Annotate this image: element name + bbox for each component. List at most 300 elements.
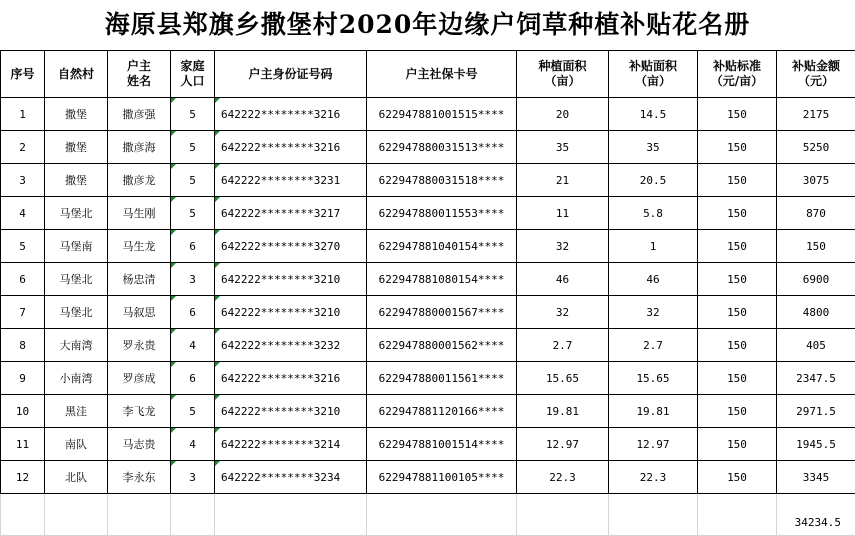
cell-subsidy-amount[interactable] — [777, 461, 855, 494]
comment-marker-icon — [215, 296, 220, 301]
total-row — [1, 494, 855, 536]
cell-subsidy-standard-text: 150 — [727, 339, 747, 352]
cell-family-size-text: 6 — [189, 372, 196, 385]
cell-householder-name-text: 李永东 — [123, 471, 156, 484]
comment-marker-icon — [215, 362, 220, 367]
cell-family-size[interactable] — [171, 362, 215, 395]
cell-subsidy-amount-text: 3075 — [803, 174, 830, 187]
cell-householder-name[interactable] — [108, 164, 171, 197]
cell-family-size[interactable] — [171, 230, 215, 263]
comment-marker-icon — [215, 131, 220, 136]
comment-marker-icon — [171, 131, 176, 136]
cell-subsidy-amount-text: 6900 — [803, 273, 830, 286]
cell-planting-area-text: 32 — [556, 240, 569, 253]
cell-subsidy-standard[interactable] — [698, 296, 777, 329]
cell-householder-name[interactable] — [108, 461, 171, 494]
cell-subsidy-standard-text: 150 — [727, 471, 747, 484]
cell-householder-name[interactable] — [108, 329, 171, 362]
table-row — [1, 428, 855, 461]
cell-village-text: 马堡北 — [60, 207, 93, 220]
cell-village-text: 撒堡 — [65, 108, 87, 121]
cell-subsidy-amount-text: 3345 — [803, 471, 830, 484]
cell-social-security-card[interactable] — [367, 98, 517, 131]
cell-seq[interactable] — [1, 131, 45, 164]
cell-subsidy-standard-text: 150 — [727, 240, 747, 253]
cell-subsidy-standard[interactable] — [698, 164, 777, 197]
cell-subsidy-area-text: 2.7 — [643, 339, 663, 352]
cell-social-security-card[interactable] — [367, 362, 517, 395]
header-subsidy-standard: 补贴标准 （元/亩） — [698, 51, 777, 98]
cell-subsidy-standard-text: 150 — [727, 141, 747, 154]
cell-village-text: 北队 — [65, 471, 87, 484]
cell-seq-text: 2 — [19, 141, 26, 154]
cell-subsidy-area[interactable] — [609, 230, 698, 263]
comment-marker-icon — [171, 263, 176, 268]
cell-subsidy-amount[interactable] — [777, 197, 855, 230]
cell-village-text: 撒堡 — [65, 174, 87, 187]
cell-family-size-text: 3 — [189, 273, 196, 286]
cell-planting-area[interactable] — [517, 296, 609, 329]
document-title: 海原县郑旗乡撒堡村2020年边缘户饲草种植补贴花名册 — [0, 0, 855, 50]
cell-planting-area[interactable] — [517, 263, 609, 296]
cell-id-number[interactable] — [215, 362, 367, 395]
cell-social-security-card-text: 622947880001562**** — [379, 339, 505, 352]
cell-seq[interactable] — [1, 395, 45, 428]
header-subsidy-amount: 补贴金额 （元） — [777, 51, 855, 98]
cell-householder-name[interactable] — [108, 428, 171, 461]
cell-subsidy-amount-text: 2347.5 — [796, 372, 836, 385]
cell-planting-area-text: 11 — [556, 207, 569, 220]
comment-marker-icon — [215, 164, 220, 169]
cell-village-text: 马堡南 — [60, 240, 93, 253]
cell-seq-text: 1 — [19, 108, 26, 121]
header-social-security-card: 户主社保卡号 — [367, 51, 517, 98]
cell-subsidy-amount[interactable] — [777, 230, 855, 263]
cell-subsidy-standard[interactable] — [698, 230, 777, 263]
cell-subsidy-amount[interactable] — [777, 296, 855, 329]
cell-village[interactable] — [45, 362, 108, 395]
cell-id-number[interactable] — [215, 98, 367, 131]
cell-subsidy-amount[interactable] — [777, 131, 855, 164]
cell-social-security-card-text: 622947881100105**** — [379, 471, 505, 484]
cell-seq-text: 11 — [16, 438, 29, 451]
cell-subsidy-amount-text: 405 — [806, 339, 826, 352]
cell-social-security-card[interactable] — [367, 296, 517, 329]
comment-marker-icon — [171, 296, 176, 301]
comment-marker-icon — [171, 230, 176, 235]
cell-village-text: 南队 — [65, 438, 87, 451]
comment-marker-icon — [215, 428, 220, 433]
cell-family-size-text: 5 — [189, 174, 196, 187]
cell-householder-name[interactable] — [108, 131, 171, 164]
total-empty-cell[interactable] — [45, 494, 108, 536]
cell-planting-area-text: 20 — [556, 108, 569, 121]
cell-subsidy-standard[interactable] — [698, 131, 777, 164]
cell-id-number[interactable] — [215, 296, 367, 329]
comment-marker-icon — [215, 263, 220, 268]
cell-social-security-card-text: 622947881040154**** — [379, 240, 505, 253]
cell-subsidy-standard-text: 150 — [727, 108, 747, 121]
total-amount[interactable]: 34234.5 — [777, 494, 855, 536]
cell-subsidy-area[interactable] — [609, 428, 698, 461]
cell-planting-area-text: 35 — [556, 141, 569, 154]
cell-family-size-text: 4 — [189, 438, 196, 451]
cell-subsidy-area-text: 12.97 — [636, 438, 669, 451]
cell-subsidy-amount-text: 2971.5 — [796, 405, 836, 418]
cell-subsidy-standard[interactable] — [698, 395, 777, 428]
cell-planting-area-text: 12.97 — [546, 438, 579, 451]
comment-marker-icon — [215, 230, 220, 235]
cell-planting-area-text: 2.7 — [553, 339, 573, 352]
cell-seq-text: 7 — [19, 306, 26, 319]
cell-social-security-card[interactable] — [367, 428, 517, 461]
comment-marker-icon — [215, 197, 220, 202]
cell-village[interactable] — [45, 329, 108, 362]
comment-marker-icon — [171, 98, 176, 103]
cell-family-size-text: 5 — [189, 405, 196, 418]
cell-id-number-text: 642222********3270 — [221, 240, 340, 253]
comment-marker-icon — [215, 395, 220, 400]
cell-id-number-text: 642222********3231 — [221, 174, 340, 187]
cell-householder-name-text: 马生龙 — [123, 240, 156, 253]
cell-subsidy-area[interactable] — [609, 395, 698, 428]
comment-marker-icon — [215, 461, 220, 466]
cell-planting-area[interactable] — [517, 98, 609, 131]
cell-seq[interactable] — [1, 296, 45, 329]
cell-seq[interactable] — [1, 164, 45, 197]
table-row — [1, 329, 855, 362]
cell-seq[interactable] — [1, 230, 45, 263]
cell-subsidy-amount[interactable] — [777, 164, 855, 197]
cell-id-number[interactable] — [215, 428, 367, 461]
cell-id-number[interactable] — [215, 263, 367, 296]
cell-subsidy-area-text: 35 — [646, 141, 659, 154]
cell-subsidy-standard-text: 150 — [727, 372, 747, 385]
cell-householder-name-text: 马志贵 — [123, 438, 156, 451]
cell-subsidy-area-text: 1 — [650, 240, 657, 253]
cell-householder-name-text: 马叙思 — [123, 306, 156, 319]
cell-social-security-card[interactable] — [367, 461, 517, 494]
cell-family-size[interactable] — [171, 131, 215, 164]
cell-id-number-text: 642222********3210 — [221, 306, 340, 319]
header-village: 自然村 — [45, 51, 108, 98]
header-householder: 户主 姓名 — [108, 51, 171, 98]
cell-subsidy-area[interactable] — [609, 197, 698, 230]
cell-householder-name-text: 罗永贵 — [123, 339, 156, 352]
cell-subsidy-area[interactable] — [609, 461, 698, 494]
total-empty-cell[interactable] — [108, 494, 171, 536]
cell-subsidy-standard[interactable] — [698, 98, 777, 131]
cell-householder-name[interactable] — [108, 98, 171, 131]
total-empty-cell[interactable] — [517, 494, 609, 536]
cell-householder-name[interactable] — [108, 230, 171, 263]
cell-id-number-text: 642222********3214 — [221, 438, 340, 451]
cell-subsidy-amount[interactable] — [777, 362, 855, 395]
cell-planting-area[interactable] — [517, 428, 609, 461]
cell-subsidy-area-text: 20.5 — [640, 174, 667, 187]
cell-seq[interactable] — [1, 197, 45, 230]
cell-id-number-text: 642222********3216 — [221, 108, 340, 121]
cell-social-security-card[interactable] — [367, 395, 517, 428]
cell-village-text: 撒堡 — [65, 141, 87, 154]
cell-subsidy-standard[interactable] — [698, 428, 777, 461]
cell-family-size-text: 5 — [189, 207, 196, 220]
comment-marker-icon — [171, 395, 176, 400]
cell-householder-name-text: 马生刚 — [123, 207, 156, 220]
cell-subsidy-area[interactable] — [609, 263, 698, 296]
header-family-size: 家庭 人口 — [171, 51, 215, 98]
cell-householder-name-text: 撒彦强 — [123, 108, 156, 121]
cell-social-security-card[interactable] — [367, 164, 517, 197]
cell-id-number-text: 642222********3217 — [221, 207, 340, 220]
cell-planting-area[interactable] — [517, 164, 609, 197]
comment-marker-icon — [171, 362, 176, 367]
cell-householder-name[interactable] — [108, 395, 171, 428]
cell-subsidy-area[interactable] — [609, 131, 698, 164]
cell-seq-text: 12 — [16, 471, 29, 484]
cell-id-number-text: 642222********3234 — [221, 471, 340, 484]
cell-subsidy-area-text: 19.81 — [636, 405, 669, 418]
cell-village-text: 大南湾 — [60, 339, 93, 352]
cell-householder-name-text: 李飞龙 — [123, 405, 156, 418]
cell-id-number-text: 642222********3216 — [221, 141, 340, 154]
cell-subsidy-area-text: 46 — [646, 273, 659, 286]
cell-family-size[interactable] — [171, 395, 215, 428]
cell-id-number[interactable] — [215, 395, 367, 428]
cell-householder-name[interactable] — [108, 362, 171, 395]
cell-social-security-card-text: 622947880011553**** — [379, 207, 505, 220]
table-row — [1, 362, 855, 395]
cell-village[interactable] — [45, 164, 108, 197]
cell-family-size-text: 4 — [189, 339, 196, 352]
cell-social-security-card[interactable] — [367, 197, 517, 230]
cell-seq[interactable] — [1, 263, 45, 296]
total-empty-cell[interactable] — [367, 494, 517, 536]
cell-planting-area-text: 46 — [556, 273, 569, 286]
cell-seq[interactable] — [1, 329, 45, 362]
cell-subsidy-amount-text: 1945.5 — [796, 438, 836, 451]
cell-family-size-text: 3 — [189, 471, 196, 484]
cell-social-security-card-text: 622947881001514**** — [379, 438, 505, 451]
total-empty-cell[interactable] — [171, 494, 215, 536]
cell-subsidy-standard[interactable] — [698, 329, 777, 362]
table-row — [1, 461, 855, 494]
cell-id-number-text: 642222********3216 — [221, 372, 340, 385]
cell-subsidy-standard-text: 150 — [727, 438, 747, 451]
cell-id-number[interactable] — [215, 164, 367, 197]
cell-subsidy-standard-text: 150 — [727, 207, 747, 220]
cell-householder-name-text: 杨忠清 — [123, 273, 156, 286]
cell-family-size-text: 5 — [189, 141, 196, 154]
cell-village[interactable] — [45, 98, 108, 131]
cell-planting-area[interactable] — [517, 362, 609, 395]
cell-subsidy-amount[interactable] — [777, 395, 855, 428]
cell-seq-text: 9 — [19, 372, 26, 385]
cell-subsidy-amount-text: 4800 — [803, 306, 830, 319]
comment-marker-icon — [171, 461, 176, 466]
cell-planting-area[interactable] — [517, 131, 609, 164]
cell-family-size-text: 6 — [189, 240, 196, 253]
cell-seq[interactable] — [1, 428, 45, 461]
cell-id-number[interactable] — [215, 329, 367, 362]
comment-marker-icon — [171, 197, 176, 202]
cell-subsidy-area[interactable] — [609, 296, 698, 329]
cell-subsidy-standard-text: 150 — [727, 174, 747, 187]
cell-planting-area-text: 32 — [556, 306, 569, 319]
cell-social-security-card-text: 622947880031518**** — [379, 174, 505, 187]
cell-family-size[interactable] — [171, 98, 215, 131]
cell-id-number[interactable] — [215, 131, 367, 164]
header-subsidy-area: 补贴面积 （亩） — [609, 51, 698, 98]
cell-village[interactable] — [45, 131, 108, 164]
header-seq: 序号 — [1, 51, 45, 98]
cell-social-security-card[interactable] — [367, 263, 517, 296]
cell-householder-name-text: 罗彦成 — [123, 372, 156, 385]
total-empty-cell[interactable] — [1, 494, 45, 536]
cell-seq-text: 6 — [19, 273, 26, 286]
total-empty-cell[interactable] — [609, 494, 698, 536]
cell-family-size[interactable] — [171, 296, 215, 329]
cell-subsidy-area[interactable] — [609, 164, 698, 197]
cell-householder-name[interactable] — [108, 197, 171, 230]
cell-planting-area-text: 19.81 — [546, 405, 579, 418]
cell-subsidy-amount-text: 150 — [806, 240, 826, 253]
cell-planting-area[interactable] — [517, 197, 609, 230]
cell-family-size-text: 5 — [189, 108, 196, 121]
table-row — [1, 164, 855, 197]
cell-subsidy-area-text: 14.5 — [640, 108, 667, 121]
cell-seq[interactable] — [1, 461, 45, 494]
cell-village-text: 马堡北 — [60, 273, 93, 286]
cell-subsidy-standard[interactable] — [698, 362, 777, 395]
cell-village[interactable] — [45, 395, 108, 428]
cell-id-number-text: 642222********3210 — [221, 273, 340, 286]
cell-planting-area[interactable] — [517, 329, 609, 362]
table-row — [1, 197, 855, 230]
cell-seq-text: 4 — [19, 207, 26, 220]
cell-subsidy-area[interactable] — [609, 362, 698, 395]
total-empty-cell[interactable] — [698, 494, 777, 536]
total-empty-cell[interactable] — [215, 494, 367, 536]
cell-subsidy-standard[interactable] — [698, 197, 777, 230]
table-row — [1, 131, 855, 164]
header-row — [1, 51, 855, 98]
cell-social-security-card[interactable] — [367, 230, 517, 263]
header-id-number: 户主身份证号码 — [215, 51, 367, 98]
cell-subsidy-area-text: 15.65 — [636, 372, 669, 385]
cell-id-number-text: 642222********3210 — [221, 405, 340, 418]
comment-marker-icon — [215, 329, 220, 334]
cell-family-size[interactable] — [171, 263, 215, 296]
cell-subsidy-standard-text: 150 — [727, 405, 747, 418]
cell-social-security-card-text: 622947881080154**** — [379, 273, 505, 286]
comment-marker-icon — [171, 164, 176, 169]
subsidy-table — [0, 50, 855, 536]
cell-village[interactable] — [45, 428, 108, 461]
cell-subsidy-area[interactable] — [609, 98, 698, 131]
cell-subsidy-area[interactable] — [609, 329, 698, 362]
cell-seq-text: 10 — [16, 405, 29, 418]
cell-subsidy-standard-text: 150 — [727, 306, 747, 319]
cell-village[interactable] — [45, 296, 108, 329]
cell-family-size[interactable] — [171, 164, 215, 197]
cell-planting-area[interactable] — [517, 461, 609, 494]
cell-village[interactable] — [45, 263, 108, 296]
table-row — [1, 98, 855, 131]
cell-social-security-card-text: 622947880031513**** — [379, 141, 505, 154]
cell-subsidy-area-text: 5.8 — [643, 207, 663, 220]
cell-family-size[interactable] — [171, 329, 215, 362]
cell-social-security-card-text: 622947881001515**** — [379, 108, 505, 121]
header-planting-area: 种植面积 （亩） — [517, 51, 609, 98]
cell-family-size[interactable] — [171, 197, 215, 230]
cell-subsidy-amount-text: 5250 — [803, 141, 830, 154]
cell-village[interactable] — [45, 461, 108, 494]
cell-family-size-text: 6 — [189, 306, 196, 319]
cell-social-security-card[interactable] — [367, 329, 517, 362]
cell-householder-name[interactable] — [108, 296, 171, 329]
cell-subsidy-standard[interactable] — [698, 263, 777, 296]
cell-village-text: 小南湾 — [60, 372, 93, 385]
cell-subsidy-amount[interactable] — [777, 98, 855, 131]
cell-seq[interactable] — [1, 362, 45, 395]
cell-id-number[interactable] — [215, 197, 367, 230]
cell-social-security-card-text: 622947880001567**** — [379, 306, 505, 319]
comment-marker-icon — [171, 428, 176, 433]
cell-seq-text: 3 — [19, 174, 26, 187]
cell-seq-text: 8 — [19, 339, 26, 352]
cell-planting-area[interactable] — [517, 230, 609, 263]
cell-id-number[interactable] — [215, 461, 367, 494]
table-row — [1, 296, 855, 329]
cell-planting-area-text: 21 — [556, 174, 569, 187]
cell-subsidy-area-text: 22.3 — [640, 471, 667, 484]
cell-family-size[interactable] — [171, 428, 215, 461]
cell-planting-area-text: 22.3 — [549, 471, 576, 484]
comment-marker-icon — [215, 98, 220, 103]
cell-householder-name-text: 撒彦海 — [123, 141, 156, 154]
cell-social-security-card-text: 622947880011561**** — [379, 372, 505, 385]
cell-subsidy-standard-text: 150 — [727, 273, 747, 286]
cell-subsidy-amount[interactable] — [777, 263, 855, 296]
cell-planting-area[interactable] — [517, 395, 609, 428]
cell-householder-name-text: 撒彦龙 — [123, 174, 156, 187]
cell-planting-area-text: 15.65 — [546, 372, 579, 385]
cell-social-security-card-text: 622947881120166**** — [379, 405, 505, 418]
cell-subsidy-amount[interactable] — [777, 329, 855, 362]
table-row — [1, 395, 855, 428]
cell-subsidy-standard[interactable] — [698, 461, 777, 494]
cell-subsidy-area-text: 32 — [646, 306, 659, 319]
cell-subsidy-amount-text: 2175 — [803, 108, 830, 121]
table-row — [1, 263, 855, 296]
cell-subsidy-amount[interactable] — [777, 428, 855, 461]
cell-id-number-text: 642222********3232 — [221, 339, 340, 352]
table-row — [1, 230, 855, 263]
cell-village[interactable] — [45, 197, 108, 230]
cell-subsidy-amount-text: 870 — [806, 207, 826, 220]
cell-id-number[interactable] — [215, 230, 367, 263]
cell-seq[interactable] — [1, 98, 45, 131]
cell-householder-name[interactable] — [108, 263, 171, 296]
cell-village-text: 黑洼 — [65, 405, 87, 418]
comment-marker-icon — [171, 329, 176, 334]
cell-family-size[interactable] — [171, 461, 215, 494]
cell-seq-text: 5 — [19, 240, 26, 253]
cell-village[interactable] — [45, 230, 108, 263]
cell-village-text: 马堡北 — [60, 306, 93, 319]
cell-social-security-card[interactable] — [367, 131, 517, 164]
